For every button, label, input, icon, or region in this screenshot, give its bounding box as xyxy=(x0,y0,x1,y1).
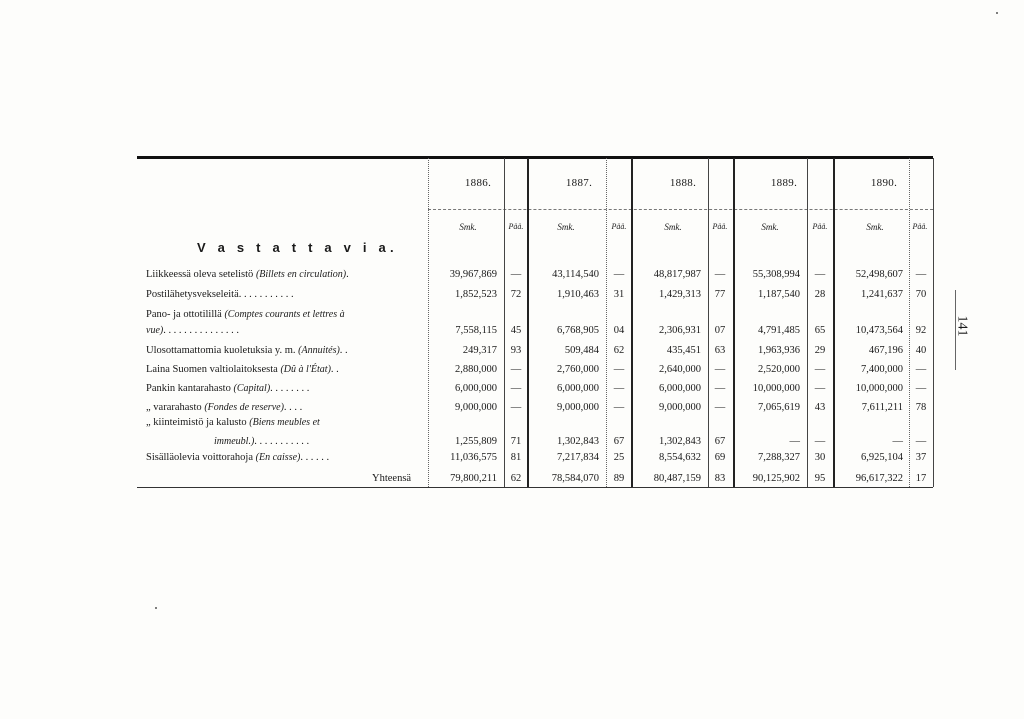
cell-markka: 1,187,540 xyxy=(758,289,800,300)
row-label-fi: „ kiinteimistö ja kalusto xyxy=(146,417,250,428)
year-header-1888: 1888. xyxy=(669,177,697,189)
cell-markka: 1,963,936 xyxy=(758,345,800,356)
cell-penni: 62 xyxy=(613,345,625,356)
cell-penni: 65 xyxy=(814,325,826,336)
cell-markka: 2,306,931 xyxy=(659,325,701,336)
cell-markka: 509,484 xyxy=(564,345,599,356)
cell-markka: 39,967,869 xyxy=(449,269,497,280)
cell-markka: 7,400,000 xyxy=(861,364,903,375)
cell-penni: 45 xyxy=(510,325,522,336)
cell-penni: 67 xyxy=(714,436,726,447)
row-leader-dots: ........... xyxy=(238,289,297,300)
row-label xyxy=(146,269,351,281)
cell-markka: 48,817,987 xyxy=(653,269,701,280)
cell-markka: 1,429,313 xyxy=(659,289,701,300)
cell-penni: — xyxy=(510,383,522,394)
row-label-fi: Pano- ja ottotilillä xyxy=(146,309,225,320)
row-label-fr: immeubl.) xyxy=(214,436,255,447)
year-header-1890: 1890. xyxy=(870,177,898,189)
row-label xyxy=(146,402,305,414)
cell-markka: 7,288,327 xyxy=(758,452,800,463)
cell-penni: — xyxy=(915,436,927,447)
cell-penni: 71 xyxy=(510,436,522,447)
scan-speck xyxy=(155,607,157,609)
cell-markka: 1,241,637 xyxy=(861,289,903,300)
cell-penni: 92 xyxy=(915,325,927,336)
total-markka: 80,487,159 xyxy=(653,473,701,484)
cell-markka: 6,925,104 xyxy=(861,452,903,463)
total-penni: 89 xyxy=(613,473,625,484)
row-leader-dots: .. xyxy=(330,364,342,375)
cell-penni: — xyxy=(915,269,927,280)
cell-penni: 31 xyxy=(613,289,625,300)
cell-penni: — xyxy=(814,269,826,280)
cell-penni: 30 xyxy=(814,452,826,463)
cell-markka: — xyxy=(789,436,800,447)
row-label-fi: „ vararahasto xyxy=(146,402,205,413)
year-header-1886: 1886. xyxy=(464,177,492,189)
cell-markka: 43,114,540 xyxy=(552,269,599,280)
unit-markka: Smk. xyxy=(459,222,477,232)
row-label xyxy=(146,417,320,429)
cell-penni: — xyxy=(613,364,625,375)
cell-markka: — xyxy=(892,436,903,447)
row-label xyxy=(146,309,345,321)
cell-penni: 40 xyxy=(915,345,927,356)
cell-markka: 2,520,000 xyxy=(758,364,800,375)
row-label-fr: (Billets en circulation) xyxy=(255,269,347,280)
total-markka: 79,800,211 xyxy=(450,473,497,484)
cell-markka: 7,558,115 xyxy=(455,325,497,336)
cell-penni: 77 xyxy=(714,289,726,300)
row-label xyxy=(146,364,341,376)
cell-markka: 7,217,834 xyxy=(557,452,599,463)
cell-markka: 8,554,632 xyxy=(659,452,701,463)
total-markka: 78,584,070 xyxy=(551,473,599,484)
cell-penni: — xyxy=(915,364,927,375)
cell-markka: 1,302,843 xyxy=(659,436,701,447)
unit-penni: Pää. xyxy=(611,222,627,231)
cell-markka: 6,000,000 xyxy=(659,383,701,394)
section-heading: V a s t a t t a v i a. xyxy=(197,240,398,255)
cell-markka: 2,760,000 xyxy=(557,364,599,375)
year-header-1887: 1887. xyxy=(565,177,593,189)
table-bottom-rule xyxy=(137,487,933,488)
cell-penni: — xyxy=(714,402,726,413)
total-penni: 95 xyxy=(814,473,826,484)
cell-penni: — xyxy=(510,269,522,280)
row-label-fr: (Comptes courants et lettres à xyxy=(224,309,345,320)
cell-penni: 28 xyxy=(814,289,826,300)
column-divider xyxy=(933,158,934,487)
cell-penni: 93 xyxy=(510,345,522,356)
cell-penni: — xyxy=(714,383,726,394)
total-penni: 17 xyxy=(915,473,927,484)
unit-markka: Smk. xyxy=(664,222,682,232)
row-label-fr: vue) xyxy=(146,325,164,336)
cell-penni: — xyxy=(915,383,927,394)
row-label-fr: (Fondes de reserve) xyxy=(204,402,284,413)
cell-penni: 37 xyxy=(915,452,927,463)
cell-markka: 1,910,463 xyxy=(557,289,599,300)
cell-penni: 04 xyxy=(613,325,625,336)
cell-penni: — xyxy=(613,269,625,280)
cell-penni: — xyxy=(814,436,826,447)
row-label-fi: Postilähetysvekseleitä xyxy=(146,289,239,300)
row-label-fi: Pankin kantarahasto xyxy=(146,383,234,394)
table-top-rule xyxy=(137,156,933,159)
unit-markka: Smk. xyxy=(557,222,575,232)
cell-markka: 9,000,000 xyxy=(557,402,599,413)
unit-markka: Smk. xyxy=(761,222,779,232)
row-label-fr: (Dû à l'État) xyxy=(280,364,331,375)
cell-penni: 63 xyxy=(714,345,726,356)
cell-penni: — xyxy=(814,364,826,375)
cell-penni: 70 xyxy=(915,289,927,300)
row-label-fr: (Capital) xyxy=(233,383,271,394)
cell-penni: — xyxy=(613,383,625,394)
cell-penni: — xyxy=(714,269,726,280)
row-label xyxy=(146,345,350,357)
row-leader-dots: ........ xyxy=(270,383,312,394)
cell-markka: 6,000,000 xyxy=(455,383,497,394)
cell-markka: 10,000,000 xyxy=(855,383,903,394)
row-label-fr: (En caisse) xyxy=(255,452,301,463)
cell-markka: 435,451 xyxy=(666,345,701,356)
row-label-fi: Sisälläolevia voittorahoja xyxy=(146,452,256,463)
cell-markka: 467,196 xyxy=(868,345,903,356)
cell-penni: 07 xyxy=(714,325,726,336)
cell-penni: — xyxy=(814,383,826,394)
cell-penni: 72 xyxy=(510,289,522,300)
row-label-fi: Liikkeessä oleva setelistö xyxy=(146,269,256,280)
cell-markka: 7,065,619 xyxy=(758,402,800,413)
page-number: 141 xyxy=(954,315,970,337)
cell-penni: 25 xyxy=(613,452,625,463)
cell-markka: 1,302,843 xyxy=(557,436,599,447)
cell-markka: 11,036,575 xyxy=(450,452,497,463)
row-label xyxy=(146,383,312,395)
row-leader-dots: . xyxy=(346,269,352,280)
row-label-fi: Laina Suomen valtiolaitoksesta xyxy=(146,364,281,375)
cell-markka: 4,791,485 xyxy=(758,325,800,336)
row-leader-dots: ............... xyxy=(163,325,242,336)
cell-markka: 1,255,809 xyxy=(455,436,497,447)
cell-penni: 69 xyxy=(714,452,726,463)
cell-markka: 6,768,905 xyxy=(557,325,599,336)
cell-penni: 78 xyxy=(915,402,927,413)
total-penni: 62 xyxy=(510,473,522,484)
cell-markka: 9,000,000 xyxy=(455,402,497,413)
row-label-fi: Ulosottamattomia kuoletuksia y. m. xyxy=(146,345,299,356)
year-header-1889: 1889. xyxy=(770,177,798,189)
total-penni: 83 xyxy=(714,473,726,484)
cell-markka: 10,473,564 xyxy=(855,325,903,336)
cell-markka: 2,880,000 xyxy=(455,364,497,375)
row-label xyxy=(146,289,296,301)
unit-penni: Pää. xyxy=(812,222,828,231)
row-label xyxy=(146,325,242,337)
row-leader-dots: ........... xyxy=(254,436,312,447)
unit-penni: Pää. xyxy=(508,222,524,231)
unit-penni: Pää. xyxy=(712,222,728,231)
cell-markka: 2,640,000 xyxy=(659,364,701,375)
scan-speck xyxy=(996,12,998,14)
cell-markka: 55,308,994 xyxy=(752,269,800,280)
total-markka: 90,125,902 xyxy=(752,473,800,484)
cell-markka: 1,852,523 xyxy=(455,289,497,300)
total-label: Yhteensä xyxy=(372,473,412,484)
cell-markka: 249,317 xyxy=(462,345,497,356)
cell-penni: — xyxy=(510,364,522,375)
cell-penni: 43 xyxy=(814,402,826,413)
cell-markka: 52,498,607 xyxy=(855,269,903,280)
cell-penni: 67 xyxy=(613,436,625,447)
cell-markka: 7,611,211 xyxy=(861,402,903,413)
cell-penni: 81 xyxy=(510,452,522,463)
total-markka: 96,617,322 xyxy=(855,473,903,484)
row-leader-dots: .... xyxy=(283,402,305,413)
cell-markka: 9,000,000 xyxy=(659,402,701,413)
row-leader-dots: .. xyxy=(339,345,351,356)
row-label xyxy=(214,436,312,448)
cell-penni: 29 xyxy=(814,345,826,356)
row-leader-dots: ...... xyxy=(300,452,332,463)
cell-markka: 6,000,000 xyxy=(557,383,599,394)
cell-penni: — xyxy=(510,402,522,413)
cell-penni: — xyxy=(613,402,625,413)
cell-penni: — xyxy=(714,364,726,375)
row-label-fr: (Annuités) xyxy=(298,345,340,356)
cell-markka: 10,000,000 xyxy=(752,383,800,394)
row-label-fr: (Biens meubles et xyxy=(249,417,320,428)
unit-markka: Smk. xyxy=(866,222,884,232)
row-label xyxy=(146,452,332,464)
unit-penni: Pää. xyxy=(912,222,928,231)
